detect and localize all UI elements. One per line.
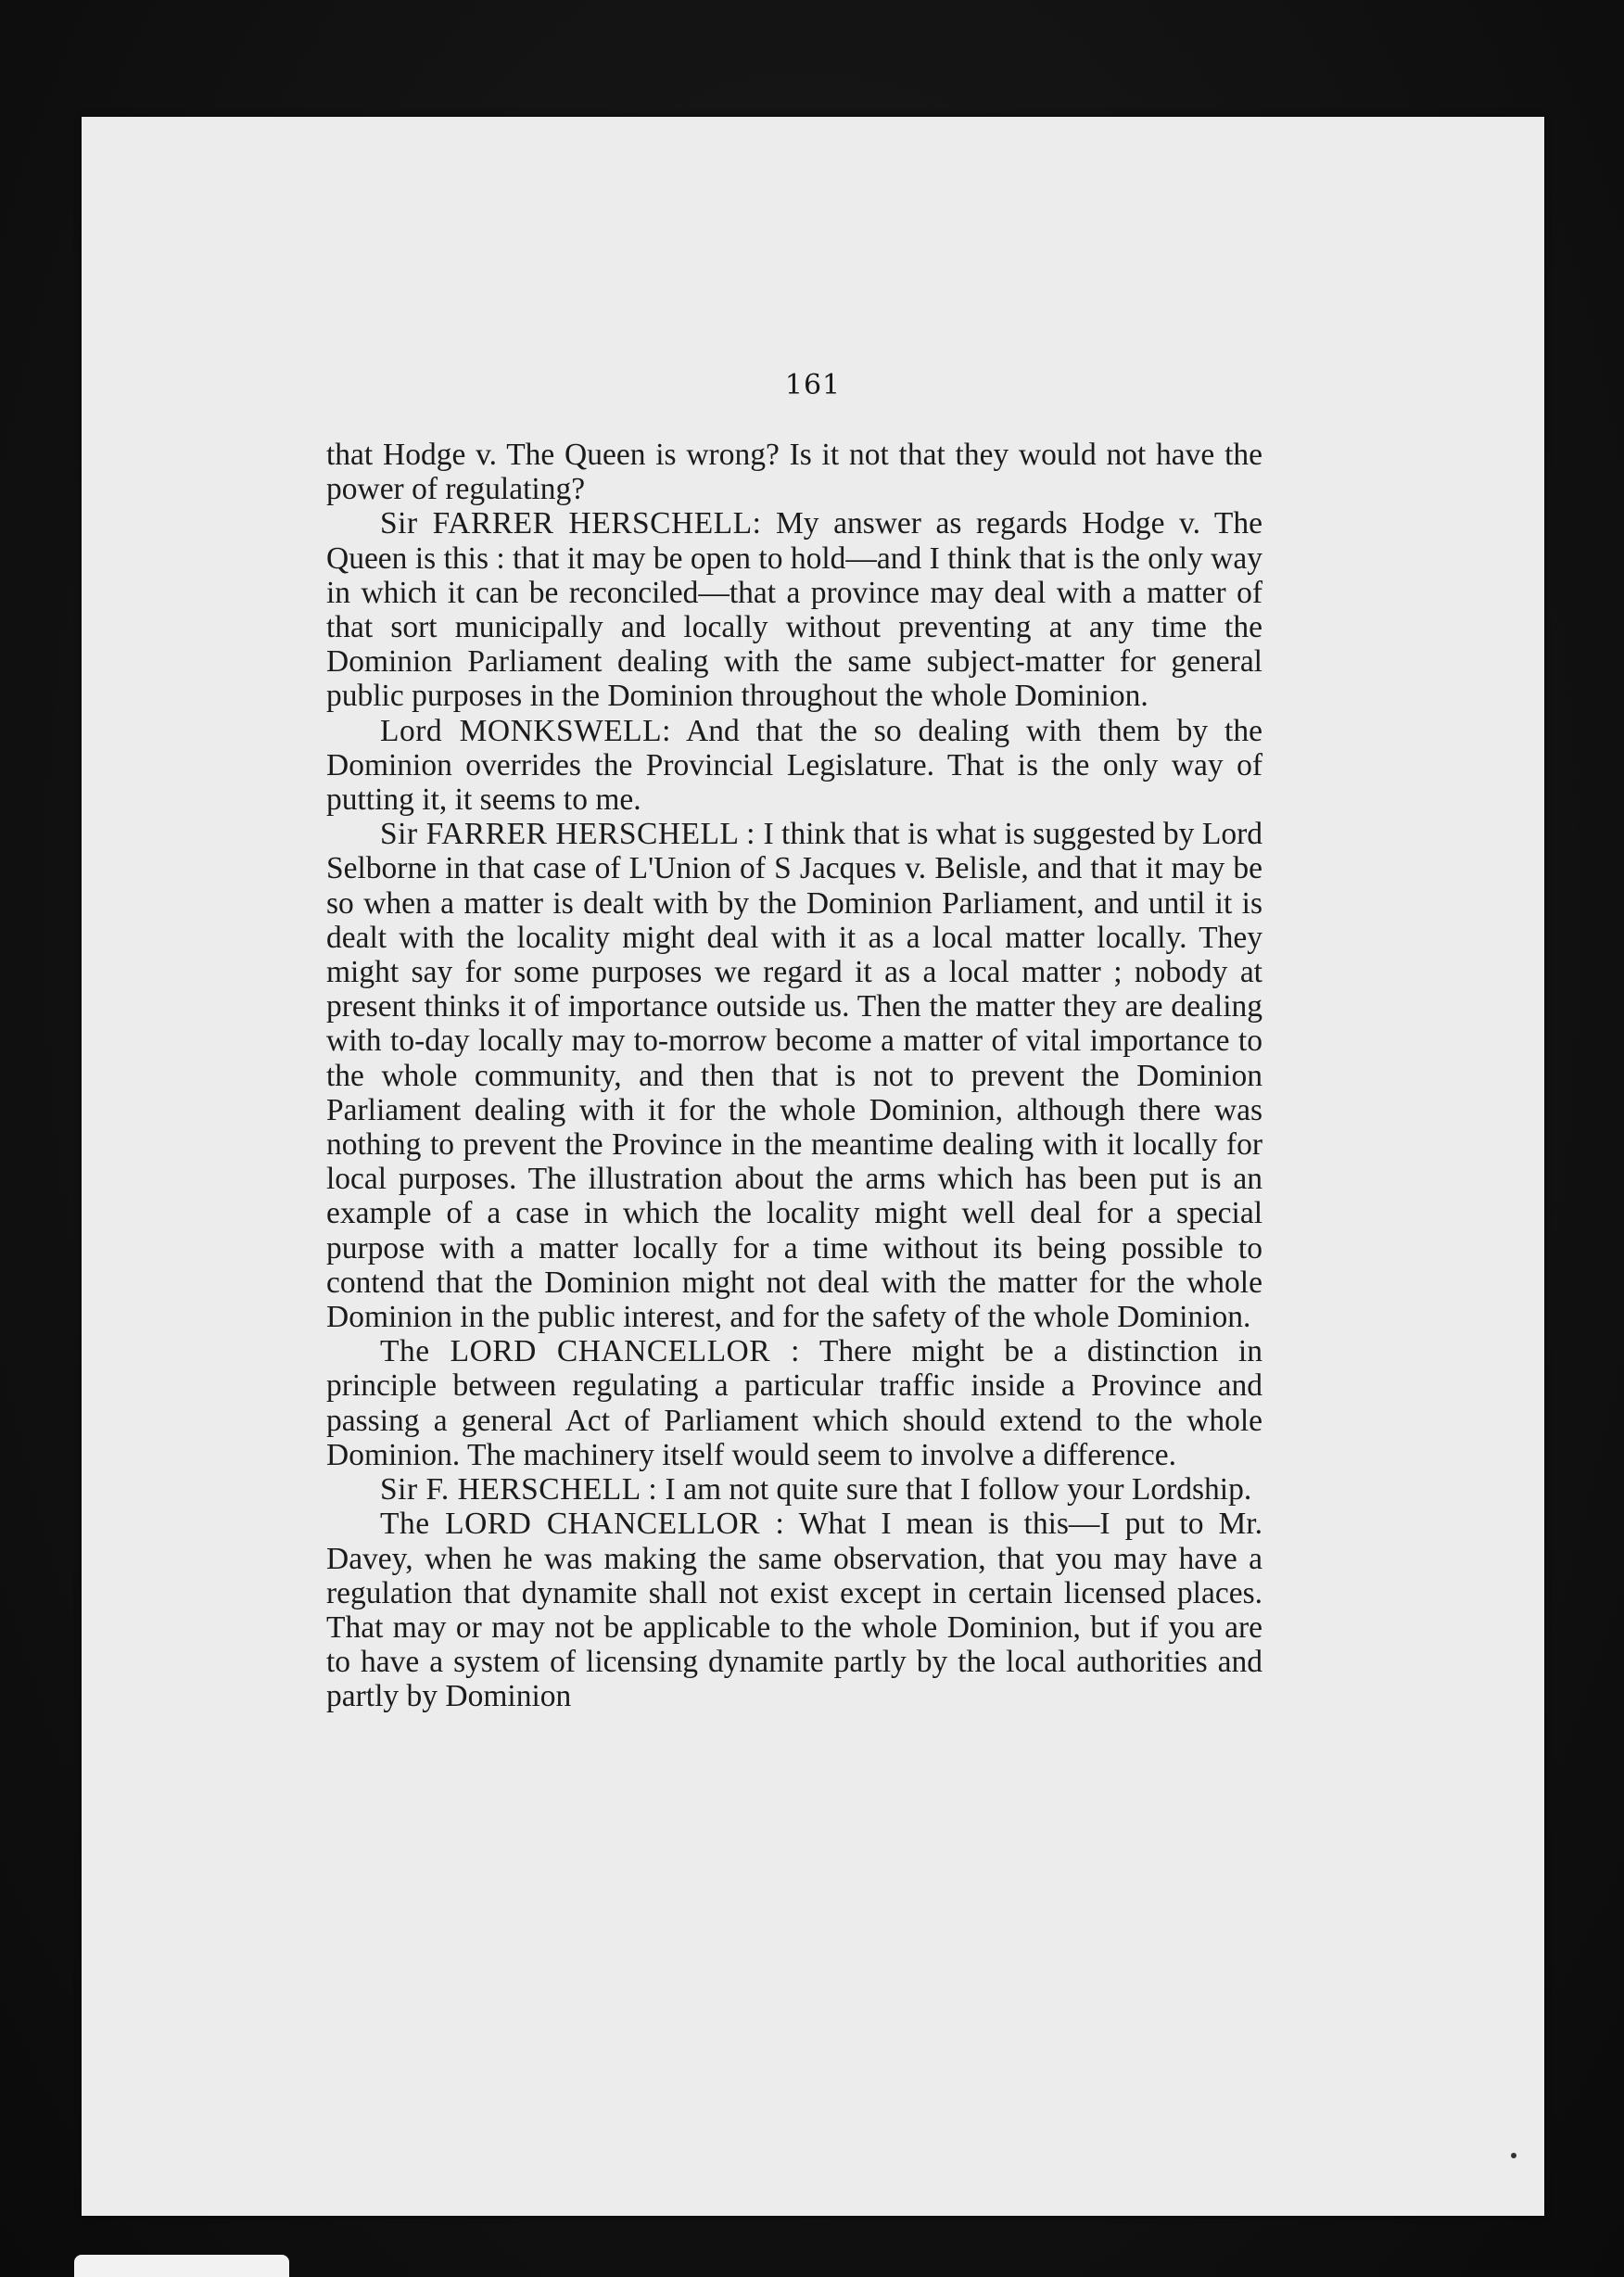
paragraph-text: that Hodge v. The Queen is wrong? Is it not that they would not have the power of regulating?: [326, 438, 1262, 507]
paragraph-text: I am not quite sure that I follow your Lordship.: [657, 1472, 1252, 1507]
speaker-name: Lord MONKSWELL:: [380, 713, 671, 748]
paragraph-5: [326, 1334, 1262, 1472]
body-text: [326, 438, 1262, 1714]
speaker-name: Sir FARRER HERSCHELL:: [380, 506, 762, 541]
paragraph-6: [326, 1472, 1262, 1507]
page-number: 161: [784, 369, 842, 401]
paragraph-text: There might be a distinction in principle between regulating a particular traffic inside a Province and passing a general Act of Parliament which should extend to the whole Dominion. The machinery itself would seem to involve a difference.: [326, 1334, 1262, 1472]
paragraph-text: And that the so dealing with them by the Dominion overrides the Provincial Legislature. That is the only way of putting it, it seems to me.: [326, 713, 1262, 818]
paragraph-text: What I mean is this—I put to Mr. Davey, when he was making the same observation, that you may have a regulation that dynamite shall not exist except in certain licensed places. That may or may not be applicable to the whole Dominion, but if you are to have a system of licensing dynamite partly by the local authorities and partly by Dominion: [326, 1507, 1262, 1714]
film-label-tab: [74, 2255, 289, 2277]
speaker-name: The LORD CHANCELLOR :: [380, 1507, 785, 1542]
paragraph-text: My answer as regards Hodge v. The Queen is this : that it may be open to hold—and I think that is the only way in which it can be reconciled—that a province may deal with a matter of that sort municipally and locally without preventing at any time the Dominion Parliament dealing with the same subject-matter for general public purposes in the Dominion throughout the whole Dominion.: [326, 506, 1262, 714]
speaker-name: Sir FARRER HERSCHELL :: [380, 817, 755, 852]
document-page: [82, 117, 1544, 2216]
paragraph-text: I think that is what is suggested by Lord Selborne in that case of L'Union of S Jacques v. Belisle, and that it may be so when a matter is dealt with by the Dominion Parliament, and until it is dealt with the locality might deal with it as a local matter locally. They might say for some purposes we regard it as a local matter ; nobody at present thinks it of importance outside us. Then the matter they are dealing with to-day locally may to-morrow become a matter of vital importance to the whole community, and then that is not to prevent the Dominion Parliament dealing with it for the whole Dominion, although there was nothing to prevent the Province in the meantime dealing with it locally for local purposes. The illustration about the arms which has been put is an example of a case in which the locality might well deal for a special purpose with a matter locally for a time without its being possible to contend that the Dominion might not deal with the matter for the whole Dominion in the public interest, and for the safety of the whole Dominion.: [326, 817, 1262, 1335]
speaker-name: The LORD CHANCELLOR :: [380, 1334, 800, 1369]
scan-speck: [1511, 2153, 1516, 2158]
paragraph-1: [326, 438, 1262, 506]
paragraph-3: [326, 714, 1262, 818]
speaker-name: Sir F. HERSCHELL :: [380, 1472, 658, 1507]
paragraph-2: [326, 506, 1262, 713]
paragraph-7: [326, 1507, 1262, 1713]
paragraph-4: [326, 817, 1262, 1334]
